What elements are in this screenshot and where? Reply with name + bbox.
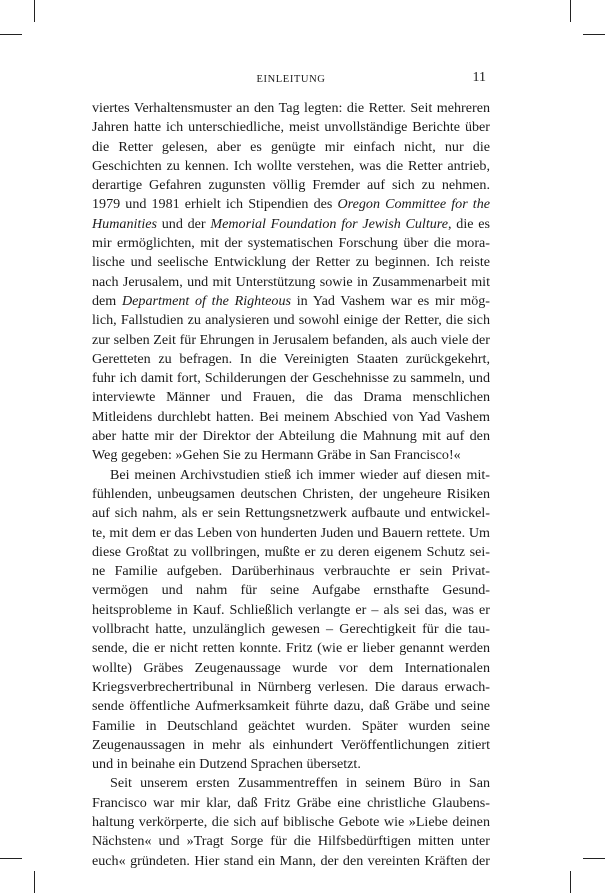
text-run: wollte) Gräbes Zeugenaussage wurde vor dem Internationalen [92, 659, 490, 676]
text-run: Nächsten« und »Tragt Sorge für die Hilfsbedürftigen mitten unter [92, 833, 490, 850]
crop-mark [34, 871, 35, 893]
text-run: Bei meinen Archivstudien stieß ich immer wieder auf diesen mit- [110, 466, 490, 483]
text-line [92, 215, 490, 234]
text-line [92, 697, 490, 716]
italic-title: Memorial Foundation for Jewish Culture [210, 215, 449, 232]
page-header [92, 70, 490, 90]
text-run: in Yad Vashem war es mir mög- [290, 292, 490, 309]
text-run: lich, Fallstudien zu analysieren und sowohl einige der Retter, die sich [92, 312, 490, 329]
text-run: Familie in Deutschland geächtet wurden. Später wurden seine [92, 717, 490, 734]
text-line [92, 427, 490, 446]
text-run: vollbracht hatte, unzulänglich gewesen – Gerechtigkeit für die tau- [92, 621, 490, 638]
text-line [92, 350, 490, 369]
text-line [92, 620, 490, 639]
text-run: auf sich nahm, als er sein Rettungsnetzwerk aufbaute und entwickel- [92, 505, 490, 522]
text-run: Weg gegeben: »Gehen Sie zu Hermann Gräbe in San Francisco!« [92, 447, 461, 464]
crop-mark [0, 858, 22, 859]
text-line [92, 678, 490, 697]
text-run: Zeugenaussagen in mehr als einhundert Veröffentlichungen zitiert [92, 736, 490, 753]
text-run: fühlenden, unbeugsamen deutschen Christen, der ungeheure Risiken [92, 485, 490, 502]
text-line [92, 601, 490, 620]
crop-mark [0, 34, 22, 35]
text-run: viertes Verhaltensmuster an den Tag legten: die Retter. Seit mehreren [92, 100, 490, 116]
text-line [92, 311, 490, 330]
text-run: Seit unserem ersten Zusammentreffen in seinem Büro in San [110, 775, 490, 792]
italic-title: Humanities [92, 215, 157, 232]
text-run: Francisco war mir klar, daß Fritz Gräbe eine christliche Glaubens- [92, 794, 490, 811]
text-line [92, 543, 490, 562]
text-line [92, 157, 490, 176]
text-run: sende öffentliche Aufmerksamkeit führte dazu, daß Gräbe und seine [92, 698, 490, 715]
text-run: vermögen und nahm für seine Aufgabe ernsthafte Gesund- [92, 582, 490, 599]
text-line [92, 639, 490, 658]
text-line [92, 485, 490, 504]
text-run: euch« gründeten. Hier stand ein Mann, der den vereinten Kräften der [92, 852, 490, 869]
text-line [92, 369, 490, 388]
text-line [92, 195, 490, 214]
text-line [92, 504, 490, 523]
text-line [92, 524, 490, 543]
text-run: die Retter gelesen, aber es genügte mir einfach nicht, nur die [92, 138, 490, 155]
text-run: te, mit dem er das Leben von hunderten Juden und Bauern rettete. Um [92, 524, 490, 541]
text-line [92, 774, 490, 793]
text-run: derartige Gefahren zugunsten völlig Fremder auf sich zu nehmen. [92, 177, 490, 194]
text-line [92, 755, 490, 774]
text-line [92, 832, 490, 851]
crop-mark [570, 0, 571, 22]
crop-mark [570, 871, 571, 893]
text-line [92, 273, 490, 292]
text-run: Geretteten zu befragen. In die Vereinigten Staaten zurückgekehrt, [92, 350, 490, 367]
text-run: aber hatte mir der Direktor der Abteilung die Mahnung mit auf den [92, 428, 490, 445]
text-line [92, 234, 490, 253]
text-line [92, 446, 490, 465]
text-run: , die es [448, 215, 490, 232]
crop-mark [34, 0, 35, 22]
text-run: ne Familie aufgeben. Darüberhinaus verbrauchte er sein Privat- [92, 563, 490, 580]
text-line [92, 408, 490, 427]
body-text [92, 99, 490, 871]
text-line [92, 99, 490, 118]
text-line [92, 813, 490, 832]
text-line [92, 581, 490, 600]
text-run: heitsprobleme in Kauf. Schließlich verlangte er – als sei das, was er [92, 601, 490, 618]
italic-title: Oregon Committee for the [337, 196, 490, 213]
text-line [92, 562, 490, 581]
text-run: Geschichten zu kennen. Ich wollte verstehen, was die Retter antrieb, [92, 157, 490, 174]
text-run: fuhr ich damit fort, Schilderungen der Geschehnisse zu sammeln, und [92, 370, 490, 387]
text-run: Mitleidens durchlebt hatten. Bei meinem Abschied von Yad Vashem [92, 408, 490, 425]
text-line [92, 331, 490, 350]
crop-mark [583, 858, 605, 859]
text-run: nach Jerusalem, und mit Unterstützung sowie in Zusammenarbeit mit [92, 273, 490, 290]
text-line [92, 717, 490, 736]
italic-title: Department of the Righteous [121, 292, 291, 309]
text-line [92, 388, 490, 407]
text-line [92, 118, 490, 137]
text-run: und der [156, 215, 211, 232]
text-line [92, 659, 490, 678]
text-run: lische und seelische Entwicklung der Retter zu beginnen. Ich reiste [92, 254, 490, 271]
text-run: dem [92, 292, 122, 309]
text-line [92, 292, 490, 311]
text-line [92, 852, 490, 871]
text-line [92, 138, 490, 157]
text-run: Kriegsverbrechertribunal in Nürnberg verlesen. Die daraus erwach- [92, 678, 490, 695]
text-run: interviewte Männer und Frauen, die das Drama menschlichen [92, 389, 490, 406]
text-run: 1979 und 1981 erhielt ich Stipendien des [92, 196, 338, 213]
text-run: diese Großtat zu vollbringen, mußte er zu deren eigenem Schutz sei- [92, 543, 490, 560]
crop-mark [583, 34, 605, 35]
text-line [92, 253, 490, 272]
text-run: zur selben Zeit für Ehrungen in Jerusalem befanden, als auch viele der [92, 331, 490, 348]
text-line [92, 466, 490, 485]
text-run: Jahren hatte ich unterschiedliche, meist unvollständige Berichte über [92, 119, 490, 136]
page-number: 11 [472, 70, 486, 85]
text-run: und in beinahe ein Dutzend Sprachen übersetzt. [92, 756, 361, 773]
text-line [92, 736, 490, 755]
text-run: haltung verkörperte, die sich auf biblische Gebote wie »Liebe deinen [92, 813, 490, 830]
text-line [92, 176, 490, 195]
running-head: EINLEITUNG [256, 74, 326, 85]
text-run: sende, die er nicht retten konnte. Fritz (wie er lieber genannt werden [92, 640, 490, 657]
text-line [92, 794, 490, 813]
text-run: mir ermöglichten, mit der systematischen Forschung über die mora- [92, 235, 490, 252]
